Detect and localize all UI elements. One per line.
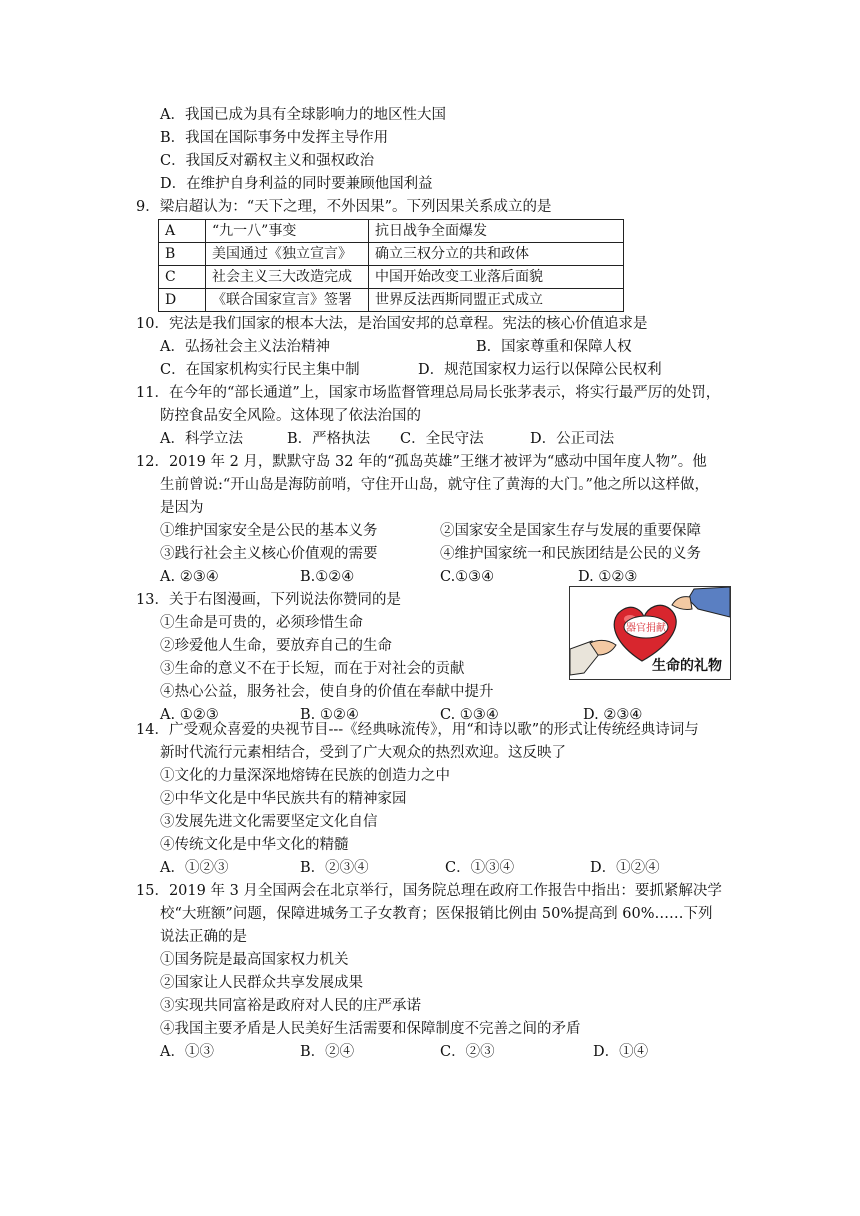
heart-text: 器官捐献: [626, 623, 666, 634]
q12-stem-line2: 生前曾说:“开山岛是海防前哨，守住开山岛，就守住了黄海的大门。”他之所以这样做，: [160, 477, 709, 493]
table-cell: 确立三权分立的共和政体: [369, 243, 624, 266]
q11-stem-line2: 防控食品安全风险。这体现了依法治国的: [160, 408, 421, 424]
table-cell: 中国开始改变工业落后面貌: [369, 266, 624, 289]
q12-item-1: ①维护国家安全是公民的基本义务: [160, 523, 378, 539]
q12-item-3: ③践行社会主义核心价值观的需要: [160, 546, 378, 562]
q14-stem-line2: 新时代流行元素相结合，受到了广大观众的热烈欢迎。这反映了: [160, 745, 566, 761]
q12-option-c: C.①③④: [440, 569, 495, 585]
q15-stem-line1: 15．2019 年 3 月全国两会在北京举行，国务院总理在政府工作报告中指出：要抓紧解决学: [136, 883, 722, 899]
q9-table: [158, 219, 624, 312]
q14-option-c: C．①③④: [445, 860, 515, 876]
q13-item-2: ②珍爱他人生命，要放弃自己的生命: [160, 638, 392, 654]
table-cell: 社会主义三大改造完成: [206, 266, 369, 289]
q8-option-d: D．在维护自身利益的同时要兼顾他国利益: [160, 176, 433, 192]
q15-option-b: B．②④: [300, 1044, 355, 1060]
q12-item-2: ②国家安全是国家生存与发展的重要保障: [440, 523, 701, 539]
q10-stem: 10．宪法是我们国家的根本大法，是治国安邦的总章程。宪法的核心价值追求是: [136, 316, 648, 332]
q13-option-a: A. ①②③: [160, 707, 219, 723]
comic-caption: 生命的礼物: [652, 658, 722, 674]
q10-option-b: B．国家尊重和保障人权: [476, 339, 632, 355]
q14-item-3: ③发展先进文化需要坚定文化自信: [160, 814, 378, 830]
table-cell: D: [159, 289, 206, 312]
q15-option-a: A．①③: [160, 1044, 214, 1060]
q12-option-d: D. ①②③: [578, 569, 638, 585]
table-cell: A: [159, 220, 206, 243]
q10-option-c: C．在国家机构实行民主集中制: [160, 362, 360, 378]
q8-option-c: C．我国反对霸权主义和强权政治: [160, 153, 375, 169]
q13-item-3: ③生命的意义不在于长短，而在于对社会的贡献: [160, 661, 465, 677]
q11-stem-line1: 11．在今年的“部长通道”上，国家市场监督管理总局局长张茅表示，将实行最严厉的处罚，: [136, 385, 721, 401]
q14-stem-line1: 14．广受观众喜爱的央视节目---《经典咏流传》，用“和诗以歌”的形式让传统经典诗词与: [136, 722, 699, 738]
q15-option-d: D．①④: [593, 1044, 649, 1060]
q14-item-4: ④传统文化是中华文化的精髓: [160, 837, 349, 853]
table-cell: 世界反法西斯同盟正式成立: [369, 289, 624, 312]
q8-option-b: B．我国在国际事务中发挥主导作用: [160, 130, 389, 146]
q13-option-d: D. ②③④: [583, 707, 643, 723]
q15-option-c: C．②③: [440, 1044, 495, 1060]
hand-right-shape: [672, 597, 692, 610]
q15-stem-line2: 校“大班额”问题，保障进城务工子女教育；医保报销比例由 50%提高到 60%……下列: [160, 906, 713, 922]
q15-item-4: ④我国主要矛盾是人民美好生活需要和保障制度不完善之间的矛盾: [160, 1021, 581, 1037]
q11-option-a: A．科学立法: [160, 431, 243, 447]
q15-item-3: ③实现共同富裕是政府对人民的庄严承诺: [160, 998, 421, 1014]
q14-item-2: ②中华文化是中华民族共有的精神家园: [160, 791, 407, 807]
table-cell: 美国通过《独立宣言》: [206, 243, 369, 266]
q15-stem-line3: 说法正确的是: [160, 929, 247, 945]
table-row: [159, 266, 624, 289]
q13-option-b: B. ①②④: [300, 707, 359, 723]
sleeve-right-shape: [688, 587, 730, 617]
table-cell: B: [159, 243, 206, 266]
q11-option-c: C．全民守法: [400, 431, 484, 447]
q13-stem: 13．关于右图漫画，下列说法你赞同的是: [136, 592, 401, 608]
q12-stem-line3: 是因为: [160, 500, 204, 516]
table-cell: “九一八”事变: [206, 220, 369, 243]
q8-option-a: A．我国已成为具有全球影响力的地区性大国: [160, 107, 446, 123]
q12-option-b: B.①②④: [300, 569, 355, 585]
comic-illustration: [569, 586, 731, 680]
q10-option-a: A．弘扬社会主义法治精神: [160, 339, 330, 355]
table-row: [159, 243, 624, 266]
q14-option-b: B．②③④: [300, 860, 369, 876]
q14-item-1: ①文化的力量深深地熔铸在民族的创造力之中: [160, 768, 450, 784]
q13-item-1: ①生命是可贵的，必须珍惜生命: [160, 615, 363, 631]
q15-item-2: ②国家让人民群众共享发展成果: [160, 975, 363, 991]
q13-item-4: ④热心公益，服务社会，使自身的价值在奉献中提升: [160, 684, 494, 700]
table-cell: 《联合国家宣言》签署: [206, 289, 369, 312]
q12-stem-line1: 12．2019 年 2 月，默默守岛 32 年的“孤岛英雄”王继才被评为“感动中国年度人物”。他: [136, 454, 707, 470]
table-row: [159, 289, 624, 312]
q14-option-a: A．①②③: [160, 860, 229, 876]
table-row: [159, 220, 624, 243]
q10-option-d: D．规范国家权力运行以保障公民权利: [418, 362, 662, 378]
table-cell: C: [159, 266, 206, 289]
q11-option-b: B．严格执法: [287, 431, 371, 447]
q12-item-4: ④维护国家统一和民族团结是公民的义务: [440, 546, 701, 562]
q9-stem: 9．梁启超认为：“天下之理，不外因果”。下列因果关系成立的是: [136, 199, 552, 215]
q13-option-c: C. ①③④: [440, 707, 499, 723]
q14-option-d: D．①②④: [590, 860, 660, 876]
q15-item-1: ①国务院是最高国家权力机关: [160, 952, 349, 968]
q12-option-a: A. ②③④: [160, 569, 219, 585]
table-cell: 抗日战争全面爆发: [369, 220, 624, 243]
q11-option-d: D．公正司法: [530, 431, 615, 447]
